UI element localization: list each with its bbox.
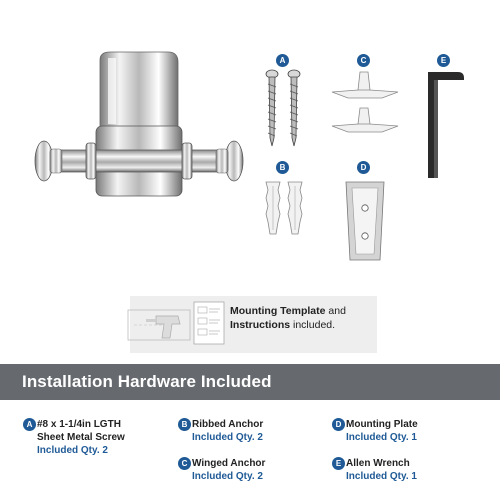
item-b-name: Ribbed Anchor — [192, 419, 264, 430]
ribbed-anchor-image — [260, 178, 310, 238]
item-a-name-line2: Sheet Metal Screw — [37, 432, 125, 443]
template-label: Mounting Template — [230, 305, 326, 317]
template-info-text — [230, 304, 370, 332]
drill-template-icon — [126, 300, 192, 352]
part-e-badge: E — [437, 54, 450, 67]
template-label-suffix: and — [325, 305, 346, 317]
item-c-name: Winged Anchor — [192, 458, 266, 469]
item-e-qty: Included Qty. 1 — [346, 471, 417, 482]
item-e — [335, 457, 417, 483]
item-c — [181, 457, 266, 483]
part-b-badge: B — [276, 161, 289, 174]
part-c-badge: C — [357, 54, 370, 67]
item-e-badge: E — [332, 457, 345, 470]
banner-title: Installation Hardware Included — [22, 372, 272, 391]
item-d-badge: D — [332, 418, 345, 431]
allen-wrench-image — [420, 66, 470, 186]
item-d-qty: Included Qty. 1 — [346, 432, 417, 443]
item-b-badge: B — [178, 418, 191, 431]
item-b-qty: Included Qty. 2 — [192, 432, 263, 443]
double-hook-product-image — [28, 50, 248, 210]
mounting-plate-image — [340, 178, 390, 263]
item-e-name: Allen Wrench — [346, 458, 410, 469]
sheet-metal-screw-image — [258, 68, 308, 148]
item-c-badge: C — [178, 457, 191, 470]
item-a — [26, 418, 125, 457]
item-b — [181, 418, 264, 444]
part-a-badge: A — [276, 54, 289, 67]
winged-anchor-image — [322, 68, 408, 148]
item-d-name: Mounting Plate — [346, 419, 418, 430]
instructions-document-icon — [192, 300, 226, 346]
instructions-label-suffix: included. — [290, 319, 336, 331]
item-a-badge: A — [23, 418, 36, 431]
part-d-badge: D — [357, 161, 370, 174]
item-d — [335, 418, 418, 444]
instructions-label: Instructions — [230, 319, 291, 331]
item-a-qty: Included Qty. 2 — [37, 445, 108, 456]
item-a-name-line1: #8 x 1-1/4in LGTH — [37, 419, 121, 430]
item-c-qty: Included Qty. 2 — [192, 471, 263, 482]
